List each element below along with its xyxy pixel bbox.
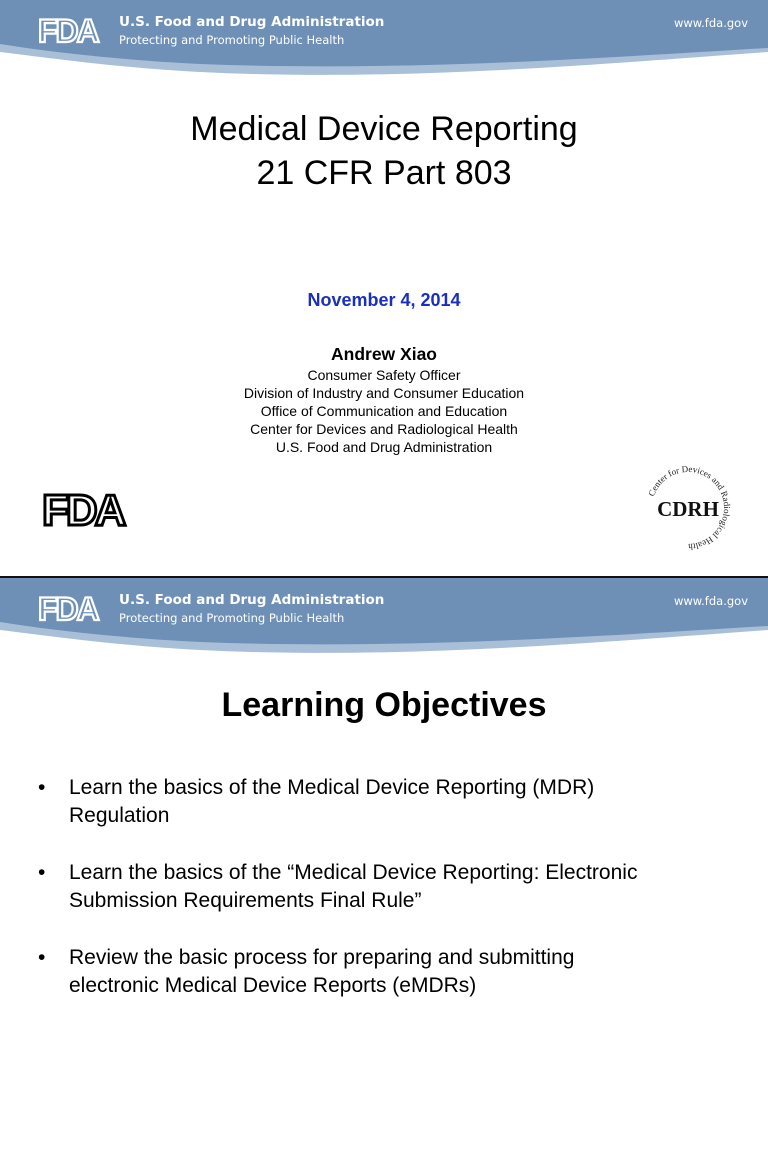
- svg-text:FDA: FDA: [38, 14, 98, 46]
- cdrh-seal-icon: [640, 460, 736, 556]
- bullet-icon: •: [38, 776, 46, 799]
- objectives-slide: [0, 578, 768, 1154]
- fda-logo-icon: [38, 14, 110, 46]
- presenter-credits: [0, 366, 768, 456]
- bullet-icon: •: [38, 946, 46, 969]
- bullet-line: Review the basic process for preparing and submitting: [69, 946, 575, 969]
- agency-name: U.S. Food and Drug Administration: [119, 592, 385, 608]
- bullet-line: electronic Medical Device Reports (eMDRs): [69, 974, 477, 997]
- slide-header: [0, 0, 768, 80]
- bullet-line: Regulation: [69, 804, 170, 827]
- presentation-date: November 4, 2014: [307, 290, 461, 310]
- credit-line: Consumer Safety Officer: [307, 367, 461, 383]
- list-item: [38, 774, 738, 830]
- website-link[interactable]: www.fda.gov: [673, 594, 748, 608]
- presenter-name: Andrew Xiao: [331, 344, 437, 364]
- list-item: [38, 859, 738, 915]
- agency-tagline: Protecting and Promoting Public Health: [119, 611, 345, 625]
- slide-title: Learning Objectives: [221, 686, 547, 724]
- svg-text:CDRH: CDRH: [657, 497, 719, 521]
- svg-text:Center for Devices and Radiolo: Center for Devices and Radiological Health: [646, 463, 733, 553]
- objectives-list: [38, 774, 738, 1029]
- credit-line: Office of Communication and Education: [260, 403, 508, 419]
- bullet-line: Submission Requirements Final Rule”: [69, 889, 422, 912]
- credit-line: Center for Devices and Radiological Health: [250, 421, 518, 437]
- fda-logo-icon: [38, 592, 110, 624]
- fda-footer-logo-icon: [42, 488, 138, 530]
- svg-text:FDA: FDA: [42, 488, 124, 530]
- bullet-line: Learn the basics of the “Medical Device Reporting: Electronic: [69, 861, 638, 884]
- agency-tagline: Protecting and Promoting Public Health: [119, 33, 345, 47]
- website-link[interactable]: www.fda.gov: [673, 16, 748, 30]
- title-slide: [0, 0, 768, 576]
- svg-text:FDA: FDA: [38, 592, 98, 624]
- header-band: [0, 578, 768, 658]
- slide-subtitle: 21 CFR Part 803: [256, 154, 512, 192]
- slide-header: [0, 578, 768, 658]
- slide-title: Medical Device Reporting: [190, 110, 578, 148]
- header-band: [0, 0, 768, 80]
- credit-line: Division of Industry and Consumer Education: [243, 385, 525, 401]
- credit-line: U.S. Food and Drug Administration: [275, 439, 493, 455]
- bullet-line: Learn the basics of the Medical Device Reporting (MDR): [69, 776, 595, 799]
- bullet-icon: •: [38, 861, 46, 884]
- list-item: [38, 944, 738, 1000]
- agency-name: U.S. Food and Drug Administration: [119, 14, 385, 30]
